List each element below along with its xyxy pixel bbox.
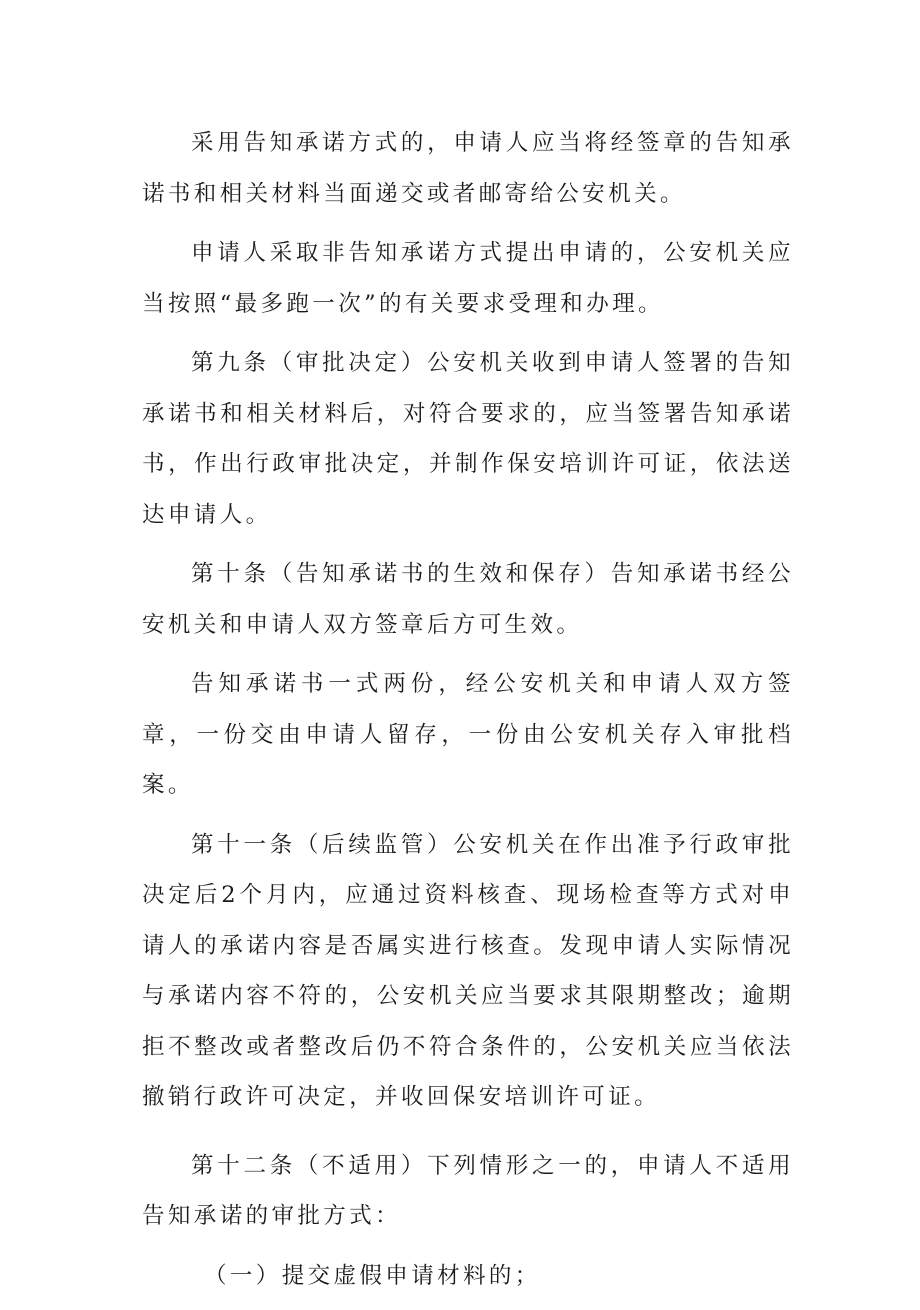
paragraph-commitment-copies: 告知承诺书一式两份，经公安机关和申请人双方签章，一份交由申请人留存，一份由公安机关存入审批档案。 [142, 671, 794, 798]
list-item-false-materials: （一）提交虚假申请材料的； [204, 1262, 541, 1289]
paragraph-notification-submission: 采用告知承诺方式的，申请人应当将经签章的告知承诺书和相关材料当面递交或者邮寄给公安机关。 [142, 130, 794, 207]
paragraph-article-11: 第十一条（后续监管）公安机关在作出准予行政审批决定后2个月内，应通过资料核查、现场检查等方式对申请人的承诺内容是否属实进行核查。发现申请人实际情况与承诺内容不符的，公安机关应当要求其限期整改；逾期拒不整改或者整改后仍不符合条件的，公安机关应当依法撤销行政许可决定，并收回保安培训许可证。 [142, 831, 794, 1110]
paragraph-article-9: 第九条（审批决定）公安机关收到申请人签署的告知承诺书和相关材料后，对符合要求的，应当签署告知承诺书，作出行政审批决定，并制作保安培训许可证，依法送达申请人。 [142, 350, 794, 528]
document-body [142, 118, 794, 1310]
paragraph-non-notification-application: 申请人采取非告知承诺方式提出申请的，公安机关应当按照“最多跑一次”的有关要求受理和办理。 [142, 240, 794, 317]
paragraph-article-12: 第十二条（不适用）下列情形之一的，申请人不适用告知承诺的审批方式： [142, 1152, 794, 1229]
paragraph-article-10: 第十条（告知承诺书的生效和保存）告知承诺书经公安机关和申请人双方签章后方可生效。 [142, 561, 794, 638]
